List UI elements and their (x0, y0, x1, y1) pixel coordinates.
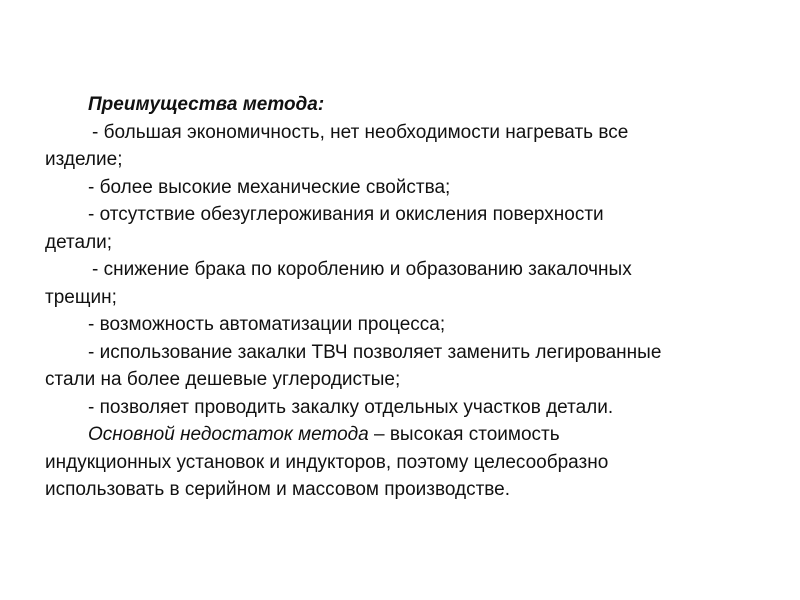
advantage-item-continuation: трещин; (45, 286, 117, 308)
advantage-item-line: - большая экономичность, нет необходимости нагревать все (92, 121, 629, 143)
advantage-item-line: - возможность автоматизации процесса; (88, 314, 446, 335)
advantages-heading: Преимущества метода: (88, 94, 325, 115)
advantage-item-line: - более высокие механические свойства; (88, 176, 451, 198)
disadvantage-continuation: индукционных установок и индукторов, поэтому целесообразно (45, 451, 609, 473)
advantage-item-continuation: стали на более дешевые углеродистые; (45, 369, 401, 390)
slide-text-block (45, 91, 775, 504)
advantage-item-line: - позволяет проводить закалку отдельных участков детали. (88, 396, 614, 418)
advantage-item-continuation: изделие; (45, 149, 123, 170)
advantage-item-continuation: детали; (45, 231, 113, 253)
disadvantage-continuation: использовать в серийном и массовом производстве. (45, 479, 511, 500)
advantage-item-line: - снижение брака по короблению и образованию закалочных (92, 259, 632, 280)
disadvantage-text: – высокая стоимость (368, 424, 560, 445)
disadvantage-label: Основной недостаток метода (88, 424, 369, 445)
advantage-item-line: - использование закалки ТВЧ позволяет заменить легированные (88, 341, 662, 363)
disadvantage-line (45, 421, 775, 449)
advantage-item-line: - отсутствие обезуглероживания и окисления поверхности (88, 204, 604, 225)
